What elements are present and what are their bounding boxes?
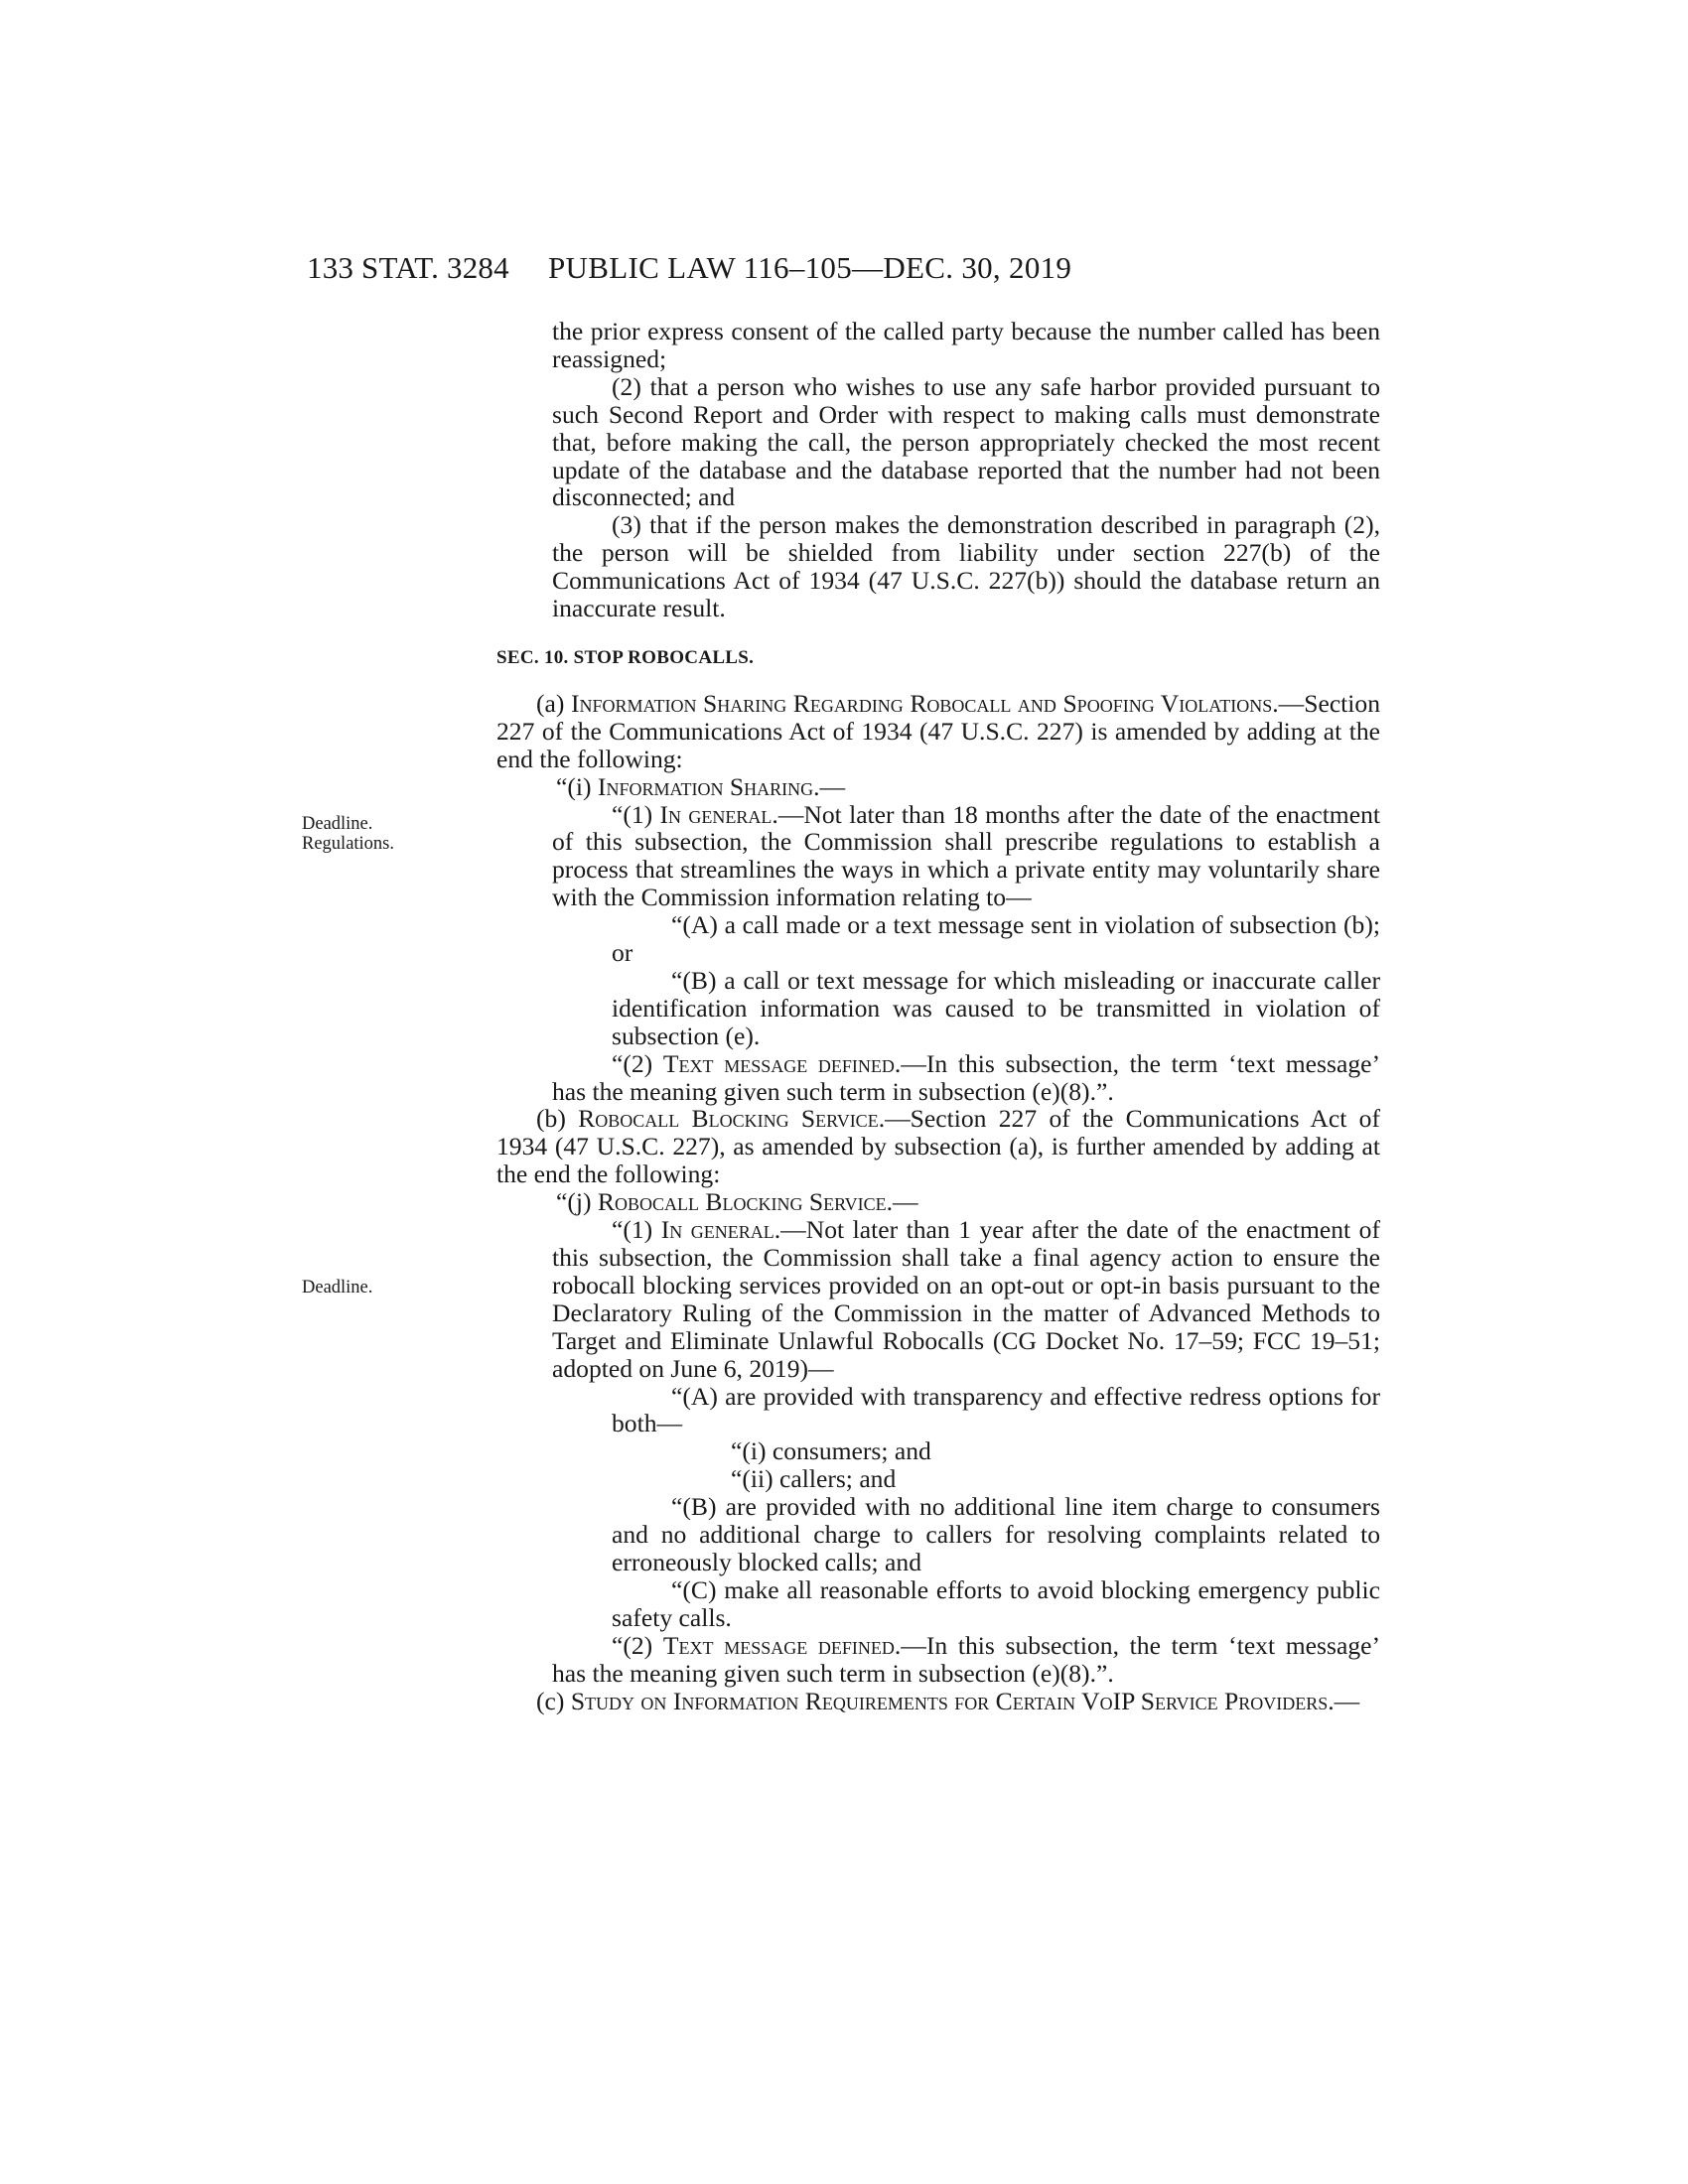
paragraph-i1-text: .—Not later than 18 months after the date of the enactment of this subsection, the Commission shall prescribe regulations to establish a process that streamlines the ways in which a private entity may voluntarily share with the Commission information relating to— — [552, 799, 1380, 912]
subsection-j-dash: .— — [886, 1187, 918, 1217]
paragraph-j2-heading: Text message defined — [662, 1630, 895, 1660]
subsection-b-heading: Robocall Blocking Service — [578, 1104, 879, 1134]
paragraph-i2 — [496, 1050, 1380, 1106]
paragraph-i1-heading: In general — [659, 799, 773, 829]
stat-page-number: 133 STAT. 3284 — [307, 250, 509, 285]
subsection-b-label: (b) — [536, 1104, 579, 1134]
subsection-b-text: .—Section 227 of the Communications Act of 1934 (47 U.S.C. 227), as amended by subsection (a), is further amended by adding at the end the following: — [496, 1104, 1380, 1189]
document-body — [496, 318, 1380, 1714]
subsection-i-dash: .— — [813, 771, 846, 801]
paragraph-3: (3) that if the person makes the demonstration described in paragraph (2), the person will be shielded from liability under section 227(b) of the Communications Act of 1934 (47 U.S.C. 227(b)) should the database return an inaccurate result. — [552, 510, 1380, 623]
subsection-a — [496, 690, 1380, 773]
paragraph-j1-heading: In general — [660, 1215, 774, 1245]
subsection-c-label: (c) — [536, 1686, 571, 1715]
subsection-j-title: Robocall Blocking Service — [597, 1187, 887, 1217]
subsection-a-heading: Information Sharing Regarding Robocall and Spoofing Violations — [570, 688, 1273, 718]
subsection-c-heading: Study on Information Requirements for Certain VoIP Service Providers — [570, 1686, 1329, 1715]
paragraph-continuation: the prior express consent of the called party because the number called has been reassigned; — [552, 317, 1380, 373]
margin-note-deadline — [302, 1278, 372, 1297]
subparagraph-jB: “(B) are provided with no additional line item charge to consumers and no additional charge to callers for resolving complaints related to erroneously blocked calls; and — [612, 1492, 1380, 1576]
margin-note-deadline-regulations — [302, 814, 394, 854]
subparagraph-jA: “(A) are provided with transparency and effective redress options for both— — [612, 1381, 1380, 1438]
subsection-c-dash: .— — [1328, 1686, 1360, 1715]
subsection-i-heading — [496, 773, 1380, 801]
subsection-i-label: “(i) — [556, 771, 598, 801]
paragraph-j2-text: .—In this subsection, the term ‘text message’ has the meaning given such term in subsection (e)(8).”. — [552, 1630, 1380, 1688]
subsection-i-title: Information Sharing — [597, 771, 814, 801]
paragraph-2: (2) that a person who wishes to use any safe harbor provided pursuant to such Second Report and Order with respect to making calls must demonstrate that, before making the call, the person appropriately checked the most recent update of the database and the database reported that the number had not been disconnected; and — [552, 371, 1380, 512]
subsection-c — [496, 1688, 1380, 1715]
subparagraph-jC: “(C) make all reasonable efforts to avoid blocking emergency public safety calls. — [612, 1574, 1380, 1632]
paragraph-j1-text: .—Not later than 1 year after the date of the enactment of this subsection, the Commission shall take a final agency action to ensure the robocall blocking services provided on an opt-out or opt-in basis pursuant to the Declaratory Ruling of the Commission in the matter of Advanced Methods to Target and Eliminate Unlawful Robocalls (CG Docket No. 17–59; FCC 19–51; adopted on June 6, 2019)— — [552, 1215, 1380, 1383]
paragraph-i2-text: .—In this subsection, the term ‘text message’ has the meaning given such term in subsection (e)(8).”. — [552, 1048, 1380, 1106]
paragraph-j2 — [496, 1632, 1380, 1688]
paragraph-j1 — [496, 1216, 1380, 1382]
subparagraph-iB: “(B) a call or text message for which misleading or inaccurate caller identification information was caused to be transmitted in violation of subsection (e). — [612, 965, 1380, 1050]
paragraph-i1-label: “(1) — [612, 799, 660, 829]
subsection-b — [496, 1105, 1380, 1188]
subparagraph-iA: “(A) a call made or a text message sent in violation of subsection (b); or — [612, 910, 1380, 968]
subsection-a-label: (a) — [536, 688, 571, 718]
section-heading: SEC. 10. STOP ROBOCALLS. — [496, 646, 755, 668]
clause-jAi: “(i) consumers; and — [731, 1436, 931, 1466]
paragraph-i1 — [496, 801, 1380, 912]
subsection-j-label: “(j) — [556, 1187, 598, 1217]
paragraph-j1-label: “(1) — [612, 1215, 661, 1245]
margin-note-line: Deadline. — [302, 814, 373, 834]
subsection-a-text: .—Section 227 of the Communications Act of 1934 (47 U.S.C. 227) is amended by adding at the end the following: — [496, 688, 1380, 773]
margin-note-line: Regulations. — [302, 834, 395, 854]
clause-jAii: “(ii) callers; and — [731, 1464, 897, 1494]
paragraph-i2-label: “(2) — [612, 1048, 663, 1078]
paragraph-i2-heading: Text message defined — [662, 1048, 895, 1078]
paragraph-j2-label: “(2) — [612, 1630, 663, 1660]
subsection-j-heading — [496, 1188, 1380, 1216]
law-title-header: PUBLIC LAW 116–105—DEC. 30, 2019 — [548, 250, 1072, 285]
margin-note-line: Deadline. — [302, 1278, 373, 1297]
